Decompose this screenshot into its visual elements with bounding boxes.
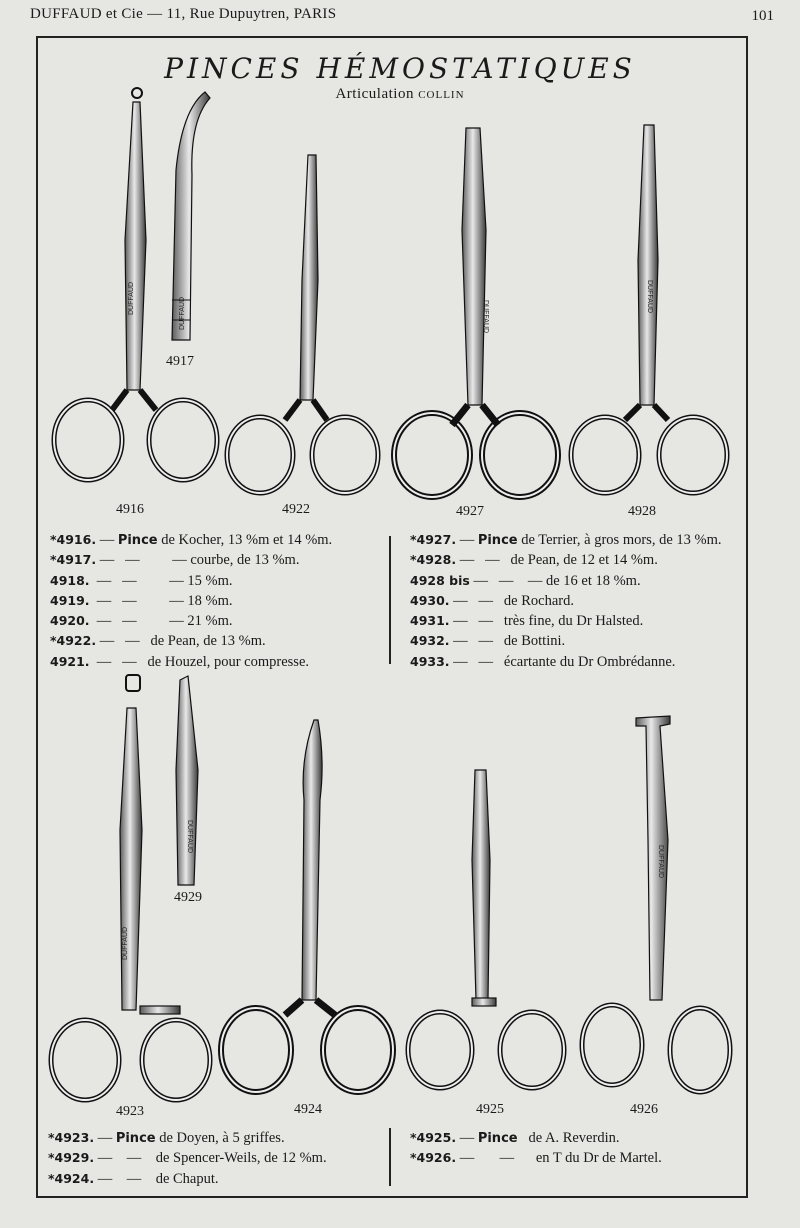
list-item: 4918. — — — 15 %m. [50,572,233,589]
forceps-4927-illustration [394,128,558,497]
engraving-text: DUFFAUD [128,281,135,315]
list-item: *4917. — — — courbe, de 13 %m. [50,552,300,569]
figure-label-4928: 4928 [628,504,656,519]
figure-label-4923: 4923 [116,1104,144,1119]
subtitle-text: Articulation [335,86,414,102]
list-item: *4916. — Pince de Kocher, 13 %m et 14 %m. [50,532,333,548]
engraving-text: DUFFAUD [657,845,664,879]
figure-label-4929: 4929 [174,890,202,905]
column-divider-bottom [389,1128,391,1186]
list-item: 4932. — — de Bottini. [410,633,566,650]
page-number: 101 [751,8,774,24]
figure-label-4922: 4922 [282,502,310,517]
forceps-4924-illustration [221,720,393,1092]
engraving-text: DUFFAUD [179,296,186,330]
list-item: 4930. — — de Rochard. [410,592,574,609]
figure-label-4926: 4926 [630,1102,658,1117]
subtitle-name: COLLIN [418,89,465,101]
column-divider-top [389,536,391,664]
description-list-top-right [410,530,722,672]
figure-label-4917: 4917 [166,354,194,369]
list-item: 4919. — — — 18 %m. [50,592,233,609]
list-item: 4921. — — de Houzel, pour compresse. [50,653,310,670]
engraving-text: DUFFAUD [122,926,129,960]
forceps-4925-illustration [408,770,564,1088]
list-item: 4931. — — très fine, du Dr Halsted. [410,613,644,630]
list-item: *4924. — — de Chaput. [48,1170,219,1187]
list-item: *4928. — — de Pean, de 12 et 14 %m. [410,552,658,569]
page-title: PINCES HÉMOSTATIQUES [164,52,636,85]
list-item: *4927. — Pince de Terrier, à gros mors, de 13 %m. [410,532,722,548]
list-item: 4920. — — — 21 %m. [50,613,233,630]
description-list-bottom-right [410,1128,662,1169]
list-item: *4925. — Pince de A. Reverdin. [410,1130,620,1146]
figure-label-4927: 4927 [456,504,484,519]
forceps-4917-illustration [172,92,210,340]
engraving-text: DUFFAUD [482,300,489,334]
engraving-text: DUFFAUD [186,820,193,854]
figure-label-4916: 4916 [116,502,144,517]
figure-label-4924: 4924 [294,1102,322,1117]
list-item: *4923. — Pince de Doyen, à 5 griffes. [48,1130,285,1146]
list-item: *4922. — — de Pean, de 13 %m. [50,633,266,650]
engraving-text: DUFFAUD [646,280,653,314]
list-item: 4933. — — écartante du Dr Ombrédanne. [410,653,676,670]
list-item: 4928 bis — — — de 16 et 18 %m. [410,572,641,589]
description-list-bottom-left [48,1128,327,1189]
running-header: DUFFAUD et Cie — 11, Rue Dupuytren, PARIS [30,6,337,22]
forceps-4926-illustration [582,716,730,1092]
forceps-4922-illustration [227,155,378,493]
list-item: *4929. — — de Spencer-Weils, de 12 %m. [48,1150,327,1167]
figure-label-4925: 4925 [476,1102,504,1117]
description-list-top-left [50,530,332,672]
list-item: *4926. — — en T du Dr de Martel. [410,1150,662,1167]
